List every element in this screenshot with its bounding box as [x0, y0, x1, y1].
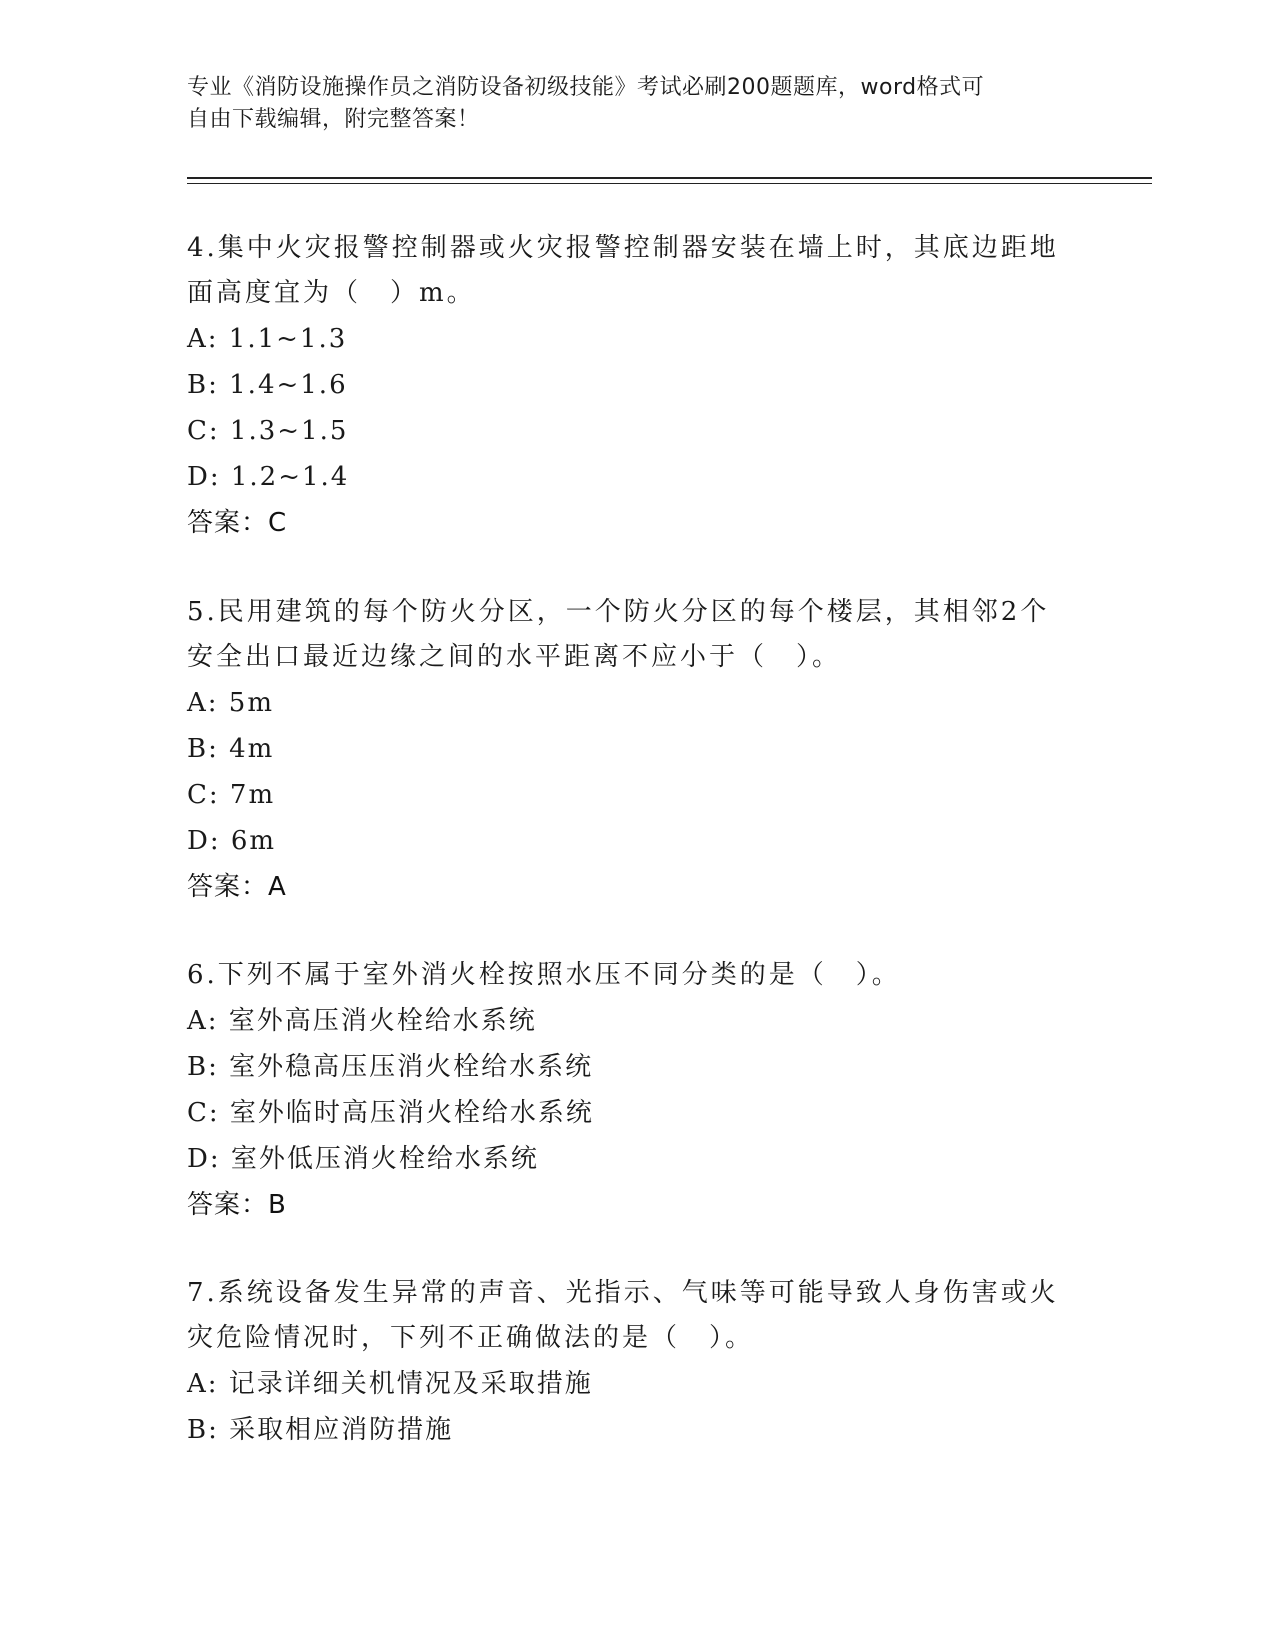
- question-stem-line: 安全出口最近边缘之间的水平距离不应小于（ ）。: [187, 642, 842, 672]
- option-c: C: 1.3~1.5: [187, 416, 349, 446]
- header-line-1: 专业《消防设施操作员之消防设备初级技能》考试必刷200题题库，word格式可: [187, 75, 985, 100]
- answer-label: 答案：C: [187, 508, 288, 538]
- document-header: [187, 72, 1067, 136]
- question-stem-line: 6.下列不属于室外消火栓按照水压不同分类的是（ ）。: [187, 960, 901, 990]
- question-4: [187, 226, 1067, 546]
- question-stem-line: 7.系统设备发生异常的声音、光指示、气味等可能导致人身伤害或火: [187, 1278, 1059, 1308]
- header-line-2: 自由下载编辑，附完整答案！: [187, 107, 480, 132]
- option-d: D: 6m: [187, 826, 277, 856]
- option-d: D: 1.2~1.4: [187, 462, 350, 492]
- header-divider-thick: [187, 177, 1152, 179]
- option-c: C: 7m: [187, 780, 276, 810]
- question-stem-line: 面高度宜为（ ）m。: [187, 278, 476, 308]
- option-b: B: 1.4~1.6: [187, 370, 348, 400]
- question-stem-line: 5.民用建筑的每个防火分区，一个防火分区的每个楼层，其相邻2个: [187, 597, 1050, 627]
- question-7: [187, 1271, 1067, 1453]
- option-d: D: 室外低压消火栓给水系统: [187, 1144, 539, 1174]
- option-b: B: 采取相应消防措施: [187, 1415, 454, 1445]
- option-b: B: 室外稳高压压消火栓给水系统: [187, 1052, 594, 1082]
- option-a: A: 5m: [187, 688, 274, 718]
- option-a: A: 室外高压消火栓给水系统: [187, 1006, 537, 1036]
- answer-label: 答案：B: [187, 1190, 287, 1220]
- question-stem-line: 4.集中火灾报警控制器或火灾报警控制器安装在墙上时，其底边距地: [187, 233, 1059, 263]
- question-6: [187, 953, 1067, 1228]
- option-a: A: 1.1~1.3: [187, 324, 348, 354]
- option-a: A: 记录详细关机情况及采取措施: [187, 1369, 593, 1399]
- answer-label: 答案：A: [187, 872, 287, 902]
- header-divider-thin: [187, 183, 1152, 184]
- option-b: B: 4m: [187, 734, 275, 764]
- option-c: C: 室外临时高压消火栓给水系统: [187, 1098, 594, 1128]
- question-5: [187, 590, 1067, 910]
- question-stem-line: 灾危险情况时，下列不正确做法的是（ ）。: [187, 1323, 755, 1353]
